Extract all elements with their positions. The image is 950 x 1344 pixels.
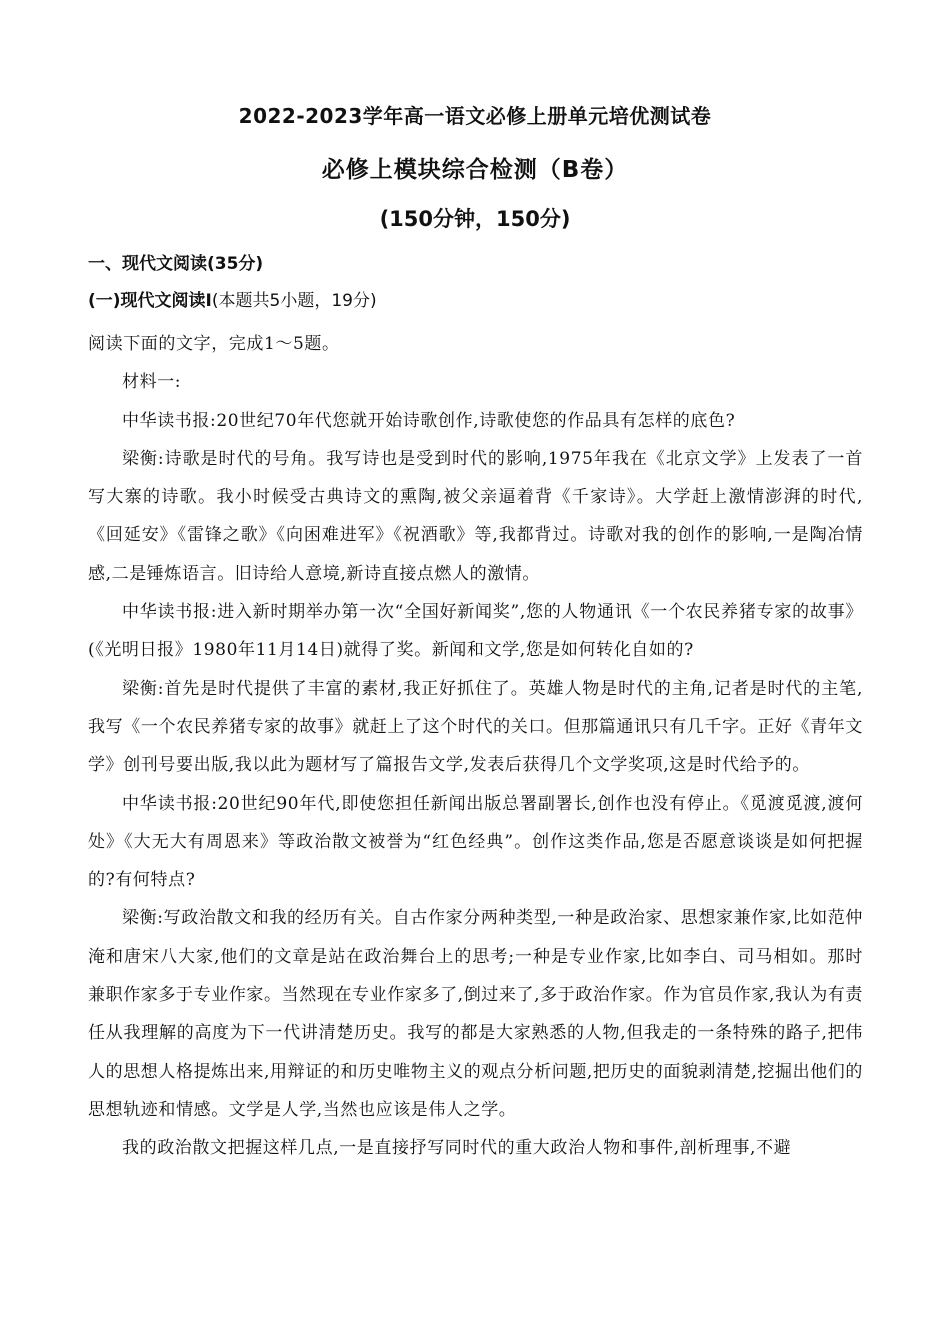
sub-section-heading	[88, 289, 377, 313]
interview-question-1: 中华读书报:20世纪70年代您就开始诗歌创作,诗歌使您的作品具有怎样的底色?	[122, 410, 736, 431]
exam-series-title: 2022-2023学年高一语文必修上册单元培优测试卷	[238, 104, 712, 128]
section-heading-reading: 一、现代文阅读(35分)	[88, 254, 264, 274]
reading-passage	[88, 325, 863, 1168]
interview-answer-3: 梁衡:写政治散文和我的经历有关。自古作家分两种类型,一种是政治家、思想家兼作家,比如范仲淹和唐宋八大家,他们的文章是站在政治舞台上的思考;一种是专业作家,比如李白、司马相如。那时兼职作家多于专业作家。当然现在专业作家多了,倒过来了,多于政治作家。作为官员作家,我认为有责任从我理解的高度为下一代讲清楚历史。我写的都是大家熟悉的人物,但我走的一条特殊的路子,把伟人的思想人格提炼出来,用辩证的和历史唯物主义的观点分析问题,把历史的面貌剥清楚,挖掘出他们的思想轨迹和情感。文学是人学,当然也应该是伟人之学。	[88, 908, 863, 1120]
interview-answer-2: 梁衡:首先是时代提供了丰富的素材,我正好抓住了。英雄人物是时代的主角,记者是时代的主笔,我写《一个农民养猪专家的故事》就赶上了这个时代的关口。但那篇通讯只有几千字。正好《青年文学》创刊号要出版,我以此为题材写了篇报告文学,发表后获得几个文学奖项,这是时代给予的。	[88, 678, 863, 776]
interview-question-3: 中华读书报:20世纪90年代,即使您担任新闻出版总署副署长,创作也没有停止。《觅渡觅渡,渡何处》《大无大有周恩来》等政治散文被誉为“红色经典”。创作这类作品,您是否愿意谈谈是如何把握的?有何特点?	[88, 793, 863, 891]
sub-section-title: (一)现代文阅读Ⅰ	[88, 291, 212, 311]
interview-answer-3-continued: 我的政治散文把握这样几点,一是直接抒写同时代的重大政治人物和事件,剖析理事,不避	[122, 1138, 792, 1159]
exam-duration-score: (150分钟，150分)	[379, 207, 571, 231]
instruction-paragraph: 阅读下面的文字，完成1～5题。	[88, 334, 340, 354]
material-label: 材料一:	[122, 372, 182, 393]
interview-answer-1: 梁衡:诗歌是时代的号角。我写诗也是受到时代的影响,1975年我在《北京文学》上发表了一首写大寨的诗歌。我小时候受古典诗文的熏陶,被父亲逼着背《千家诗》。大学赶上激情澎湃的时代,《回延安》《雷锋之歌》《向困难进军》《祝酒歌》等,我都背过。诗歌对我的创作的影响,一是陶冶情感,二是锤炼语言。旧诗给人意境,新诗直接点燃人的激情。	[88, 448, 863, 584]
sub-section-note: (本题共5小题，19分)	[211, 291, 377, 311]
exam-paper-title: 必修上模块综合检测（B卷）	[321, 157, 629, 183]
interview-question-2: 中华读书报:进入新时期举办第一次“全国好新闻奖”,您的人物通讯《一个农民养猪专家的故事》(《光明日报》1980年11月14日)就得了奖。新闻和文学,您是如何转化自如的?	[88, 602, 863, 661]
